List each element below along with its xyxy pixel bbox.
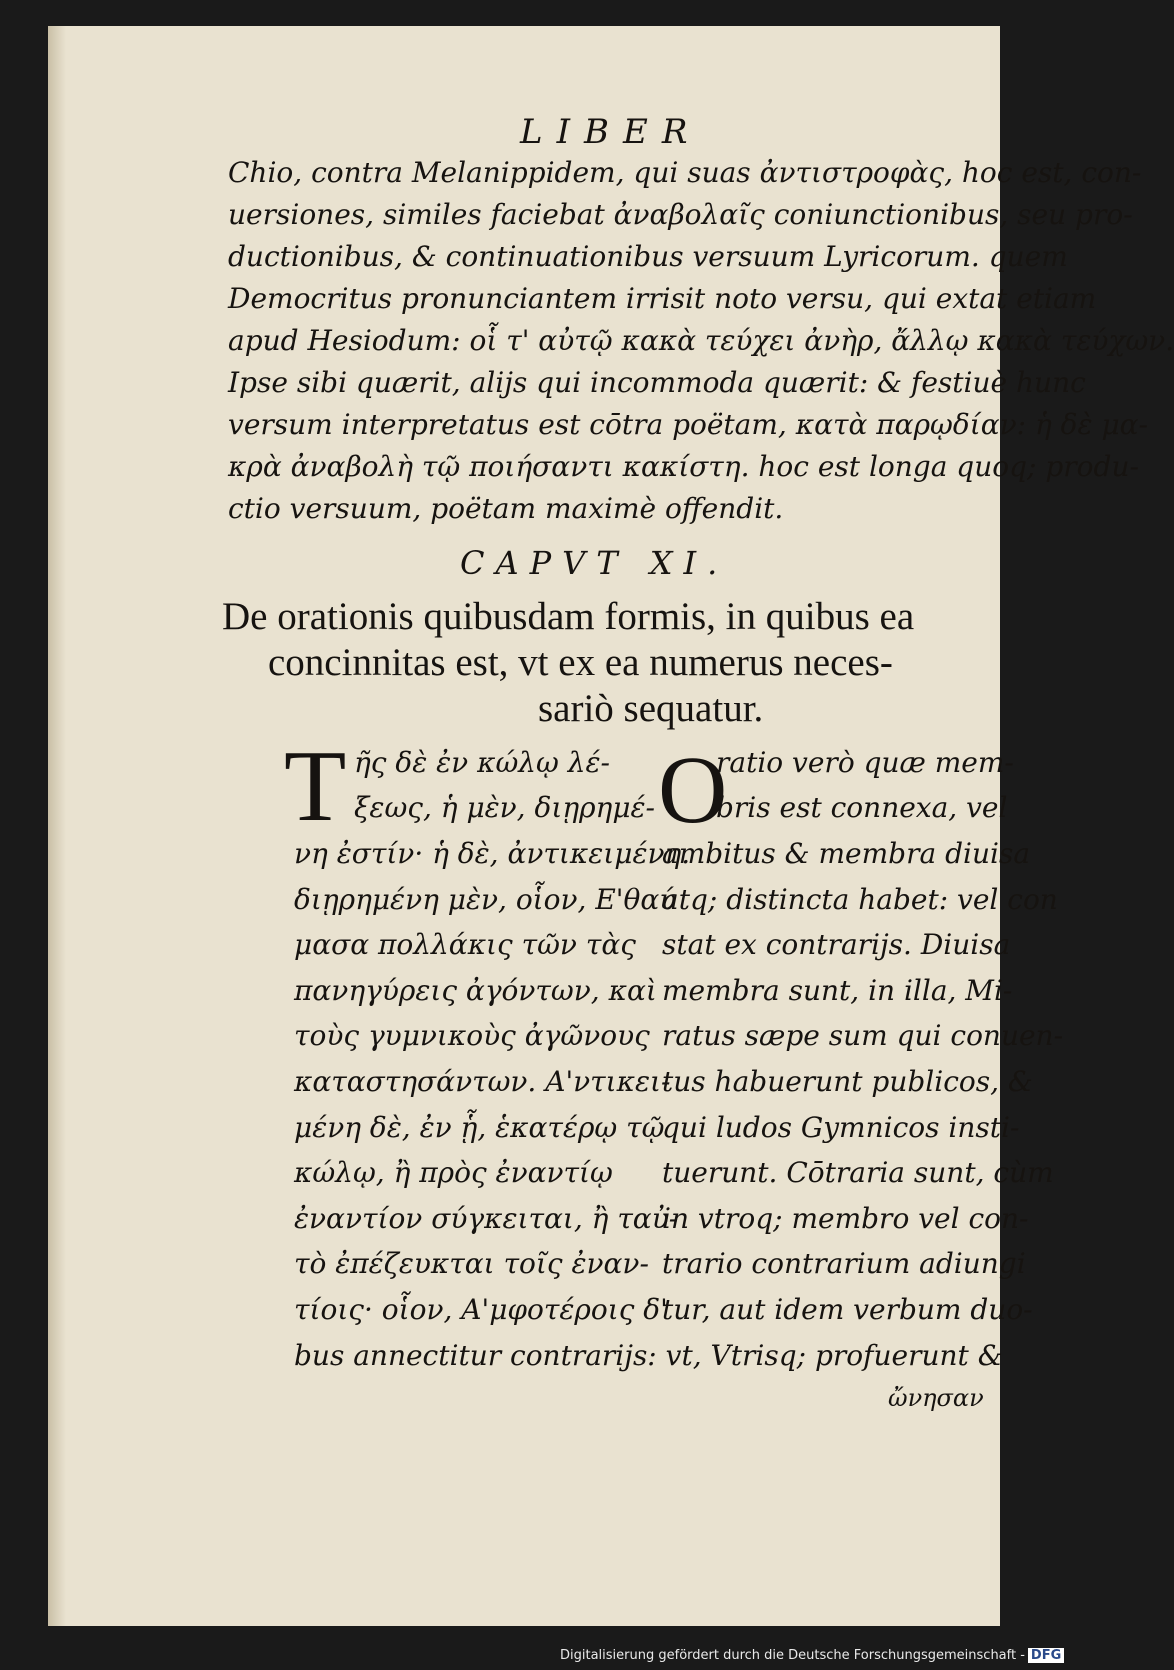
digitization-footer <box>560 1648 1064 1663</box>
greek-line: πανηγύρεις ἀγόντων, καὶ <box>294 974 657 1007</box>
latin-line: bris est connexa, vel <box>716 791 1008 824</box>
chapter-title-line: De orationis quibusdam formis, in quibus ea <box>222 595 915 638</box>
greek-line: τίοις· οἷον, Α'μφοτέροις δ' <box>294 1293 668 1326</box>
final-line: bus annectitur contrarijs: vt, Vtrisq; profuerunt & <box>294 1339 1003 1372</box>
greek-line: καταστησάντων. Α'ντικει- <box>294 1065 671 1098</box>
greek-line: τὸ ἐπέζευκται τοῖς ἐναν- <box>294 1247 649 1280</box>
greek-line: ῆς δὲ ἐν κώλῳ λέ- <box>354 746 610 779</box>
latin-line: ratio verò quæ mem- <box>716 746 1014 779</box>
latin-line: ratus sæpe sum qui conuen- <box>662 1019 1064 1052</box>
chapter-title-line: sariò sequatur. <box>538 687 764 730</box>
greek-drop-cap: T <box>284 730 347 843</box>
latin-line: qui ludos Gymnicos insti- <box>662 1111 1020 1144</box>
latin-line: atq; distincta habet: vel con <box>662 883 1058 916</box>
greek-line: νη ἐστίν· ἡ δὲ, ἀντικειμένη. <box>294 837 691 870</box>
greek-line: τοὺς γυμνικοὺς ἀγῶνους <box>294 1019 650 1052</box>
text-line: ductionibus, & continuationibus versuum Lyricorum. quem <box>228 240 1068 273</box>
text-line: uersiones, similes faciebat ἀναβολαῖς coniunctionibus, seu pro- <box>228 198 1133 231</box>
greek-line: ξεως, ἡ μὲν, διῃρημέ- <box>354 791 656 824</box>
dfg-logo: DFG <box>1028 1648 1064 1663</box>
greek-line: μασα πολλάκις τῶν τὰς <box>294 928 636 961</box>
text-line: apud Hesiodum: οἷ τ' αὐτῷ κακὰ τεύχει ἀνὴρ, ἄλλῳ κακὰ τεύχων. <box>228 324 1174 357</box>
latin-line: tus habuerunt publicos, & <box>662 1065 1033 1098</box>
text-line: Democritus pronunciantem irrisit noto versu, qui extat etiam <box>228 282 1097 315</box>
chapter-title-line: concinnitas est, vt ex ea numerus neces- <box>268 641 893 684</box>
text-line: Chio, contra Melanippidem, qui suas ἀντιστροφὰς, hoc est, con- <box>228 156 1142 189</box>
latin-line: in vtroq; membro vel con- <box>662 1202 1029 1235</box>
latin-line: membra sunt, in illa, Mi- <box>662 974 1013 1007</box>
book-page <box>48 26 1174 1626</box>
footer-text: Digitalisierung gefördert durch die Deutsche Forschungsgemeinschaft - <box>560 1648 1025 1663</box>
latin-line: tuerunt. Cōtraria sunt, cùm <box>662 1156 1054 1189</box>
latin-line: tur, aut idem verbum duo- <box>662 1293 1033 1326</box>
latin-line: stat ex contrarijs. Diuisa <box>662 928 1011 961</box>
text-line: κρὰ ἀναβολὴ τῷ ποιήσαντι κακίστη. hoc est longa quoq; produ- <box>228 450 1139 483</box>
greek-line: ἐναντίον σύγκειται, ἢ ταὐ- <box>294 1202 679 1235</box>
greek-line: διῃρημένη μὲν, οἷον, Ε'θαύ <box>294 883 677 916</box>
chapter-heading: CAPVT XI. <box>460 544 729 582</box>
text-line: versum interpretatus est cōtra poëtam, κατὰ παρῳδίαν: ἡ δὲ μα- <box>228 408 1149 441</box>
greek-line: κώλῳ, ἢ πρὸς ἐναντίῳ <box>294 1156 613 1189</box>
latin-drop-cap: O <box>658 736 728 843</box>
text-line: ctio versuum, poëtam maximè offendit. <box>228 492 784 525</box>
catchword: ὤνησαν <box>888 1384 984 1412</box>
text-line: Ipse sibi quærit, alijs qui incommoda quærit: & festiuè hunc <box>228 366 1086 399</box>
running-head: LIBER <box>520 112 702 152</box>
greek-line: μένη δὲ, ἐν ᾗ, ἑκατέρῳ τῷ <box>294 1111 665 1144</box>
latin-line: trario contrarium adiungi <box>662 1247 1026 1280</box>
latin-line: ambitus & membra diuisa <box>662 837 1031 870</box>
